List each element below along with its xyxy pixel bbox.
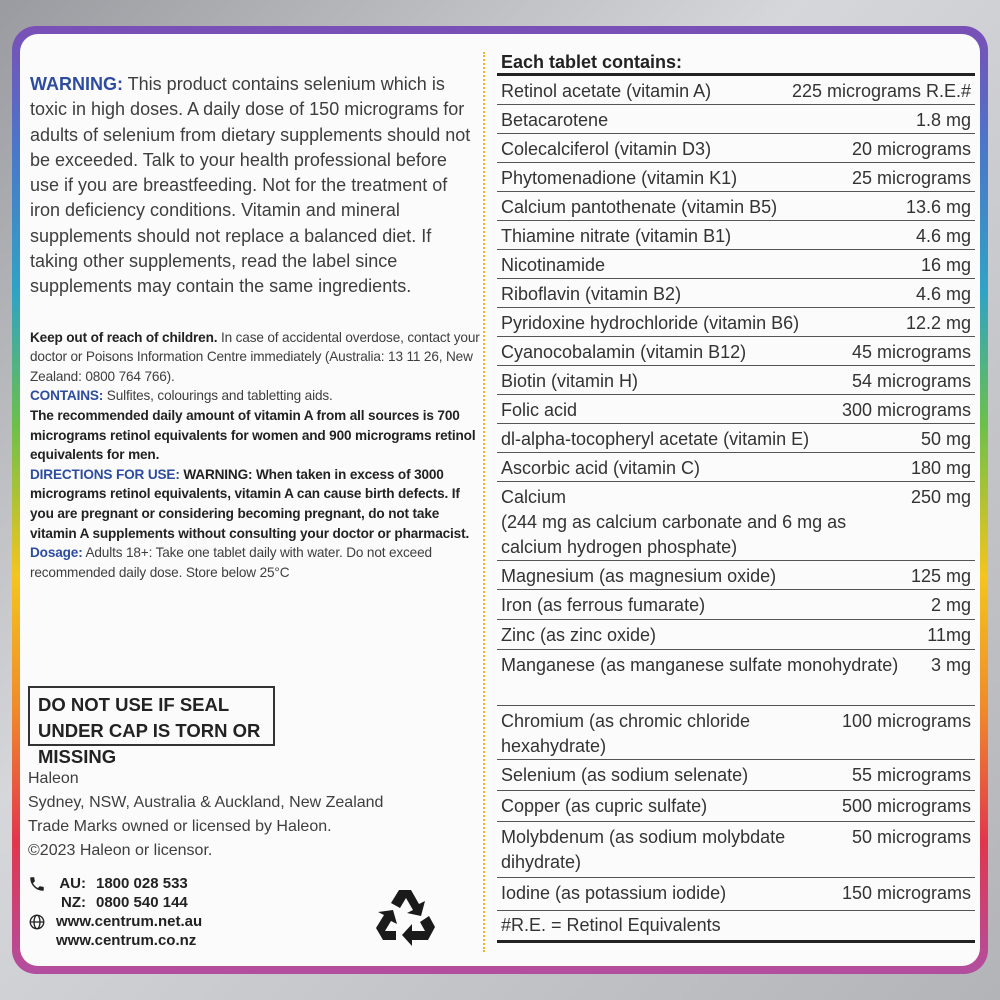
ingredient-amount: 225 micrograms R.E.# bbox=[791, 81, 971, 101]
ingredient-amount: 55 micrograms bbox=[851, 765, 971, 785]
dosage-label: Dosage: bbox=[30, 545, 83, 561]
contact-web-au-row bbox=[28, 912, 328, 931]
ingredient-name: Riboflavin (vitamin B2) bbox=[501, 284, 682, 304]
warning-paragraph bbox=[30, 72, 480, 300]
table-row bbox=[497, 791, 975, 822]
table-row bbox=[497, 760, 975, 791]
table-row bbox=[497, 279, 975, 308]
left-column bbox=[30, 72, 480, 582]
ingredient-amount: 4.6 mg bbox=[915, 226, 971, 246]
company-name: Haleon bbox=[28, 770, 79, 787]
contains-text: Sulfites, colourings and tabletting aids. bbox=[103, 388, 333, 404]
ingredient-amount: 500 micrograms bbox=[841, 796, 971, 816]
table-row bbox=[497, 337, 975, 366]
web-nz-link[interactable]: www.centrum.co.nz bbox=[56, 932, 197, 949]
column-divider bbox=[483, 52, 485, 952]
contact-info bbox=[28, 874, 328, 950]
globe-icon bbox=[28, 913, 56, 931]
contains-paragraph bbox=[30, 386, 480, 406]
ingredient-name: Thiamine nitrate (vitamin B1) bbox=[501, 226, 732, 246]
ingredient-name: dl-alpha-tocopheryl acetate (vitamin E) bbox=[501, 429, 810, 449]
ingredient-amount: 25 micrograms bbox=[851, 168, 971, 188]
ingredient-name: Molybdenum (as sodium molybdate dihydrate) bbox=[501, 827, 786, 872]
ingredient-amount: 250 mg bbox=[910, 487, 971, 507]
ingredient-amount: 150 micrograms bbox=[841, 883, 971, 903]
table-row bbox=[497, 163, 975, 192]
warning-text: This product contains selenium which is toxic in high doses. A daily dose of 150 micrograms for adults of selenium from dietary supplements should not be exceeded. Talk to your health professional before use if you are breastfeeding. Not for the treatment of iron deficiency conditions. Vitamin and mineral supplements should not replace a balanced diet. If taking other supplements, read the label since supplements may contain the same ingredients. bbox=[30, 74, 471, 297]
recommended-paragraph: The recommended daily amount of vitamin A from all sources is 700 micrograms retinol equivalents for women and 900 micrograms retinol equivalents for men. bbox=[30, 408, 476, 463]
keep-out-label: Keep out of reach of children. bbox=[30, 329, 218, 345]
calcium-note: (244 mg as calcium carbonate and 6 mg as calcium hydrogen phosphate) bbox=[501, 512, 847, 557]
table-body bbox=[497, 76, 975, 911]
ingredient-amount: 3 mg bbox=[930, 655, 971, 675]
warning-label: WARNING: bbox=[30, 74, 123, 94]
ingredient-amount: 20 micrograms bbox=[851, 139, 971, 159]
keep-out-paragraph bbox=[30, 328, 480, 387]
ingredient-amount: 100 micrograms bbox=[841, 711, 971, 731]
ingredient-name: Biotin (vitamin H) bbox=[501, 371, 639, 391]
table-row bbox=[497, 366, 975, 395]
ingredient-amount: 4.6 mg bbox=[915, 284, 971, 304]
directions-text: When taken in excess of 3000 micrograms retinol equivalents, vitamin A can cause birth defects. If you are pregnant or considering becoming pregnant, do not take vitamin A supplements without consulting your doctor or pharmacist. bbox=[30, 466, 470, 541]
table-row bbox=[497, 706, 975, 760]
table-row bbox=[497, 221, 975, 250]
contact-au-row bbox=[28, 874, 328, 893]
table-row bbox=[497, 308, 975, 337]
ingredient-name: Selenium (as sodium selenate) bbox=[501, 765, 749, 785]
contains-label: CONTAINS: bbox=[30, 388, 104, 404]
ingredient-name: Calcium pantothenate (vitamin B5) bbox=[501, 197, 778, 217]
ingredient-amount: 16 mg bbox=[920, 255, 971, 275]
ingredient-amount: 125 mg bbox=[910, 566, 971, 586]
ingredient-name: Ascorbic acid (vitamin C) bbox=[501, 458, 701, 478]
table-row bbox=[497, 424, 975, 453]
ingredient-name: Copper (as cupric sulfate) bbox=[501, 796, 708, 816]
table-row bbox=[497, 822, 975, 878]
ingredient-name: Manganese (as manganese sulfate monohydrate) bbox=[501, 655, 899, 675]
table-row bbox=[497, 395, 975, 424]
ingredient-name: Iron (as ferrous fumarate) bbox=[501, 595, 706, 615]
directions-warning-label: WARNING: bbox=[179, 466, 253, 482]
table-row bbox=[497, 620, 975, 650]
seal-notice-box: DO NOT USE IF SEAL UNDER CAP IS TORN OR MISSING bbox=[28, 686, 275, 746]
ingredient-name: Chromium (as chromic chloride hexahydrate) bbox=[501, 711, 751, 756]
table-row bbox=[497, 76, 975, 105]
company-address: Sydney, NSW, Australia & Auckland, New Zealand bbox=[28, 794, 384, 811]
table-row bbox=[497, 453, 975, 482]
dosage-text: Adults 18+: Take one tablet daily with water. Do not exceed recommended daily dose. Store below 25°C bbox=[30, 545, 432, 580]
keep-out-text: In case of accidental overdose, contact your doctor or Poisons Information Centre immediately (Australia: 13 11 26, New Zealand: 0800 764 766). bbox=[30, 329, 480, 384]
table-row bbox=[497, 590, 975, 620]
table-row bbox=[497, 650, 975, 706]
ingredient-name: Betacarotene bbox=[501, 110, 609, 130]
table-footnote: #R.E. = Retinol Equivalents bbox=[497, 911, 975, 943]
ingredient-name: Calcium bbox=[501, 487, 567, 507]
ingredient-name: Phytomenadione (vitamin K1) bbox=[501, 168, 738, 188]
ingredient-name: Magnesium (as magnesium oxide) bbox=[501, 566, 777, 586]
nz-label: NZ: bbox=[61, 894, 86, 911]
table-row bbox=[497, 482, 975, 561]
ingredient-amount: 13.6 mg bbox=[905, 197, 971, 217]
ingredient-name: Zinc (as zinc oxide) bbox=[501, 625, 657, 645]
contact-nz-row bbox=[28, 893, 328, 912]
ingredient-amount: 12.2 mg bbox=[905, 313, 971, 333]
ingredient-amount: 45 micrograms bbox=[851, 342, 971, 362]
ingredient-name: Pyridoxine hydrochloride (vitamin B6) bbox=[501, 313, 800, 333]
label-panel bbox=[20, 34, 980, 966]
ingredient-amount: 300 micrograms bbox=[841, 400, 971, 420]
directions-label: DIRECTIONS FOR USE: bbox=[30, 466, 180, 482]
recycle-icon bbox=[372, 886, 438, 946]
ingredient-name: Nicotinamide bbox=[501, 255, 606, 275]
au-label: AU: bbox=[59, 875, 86, 892]
table-title: Each tablet contains: bbox=[497, 52, 975, 76]
ingredient-amount: 50 micrograms bbox=[851, 827, 971, 847]
ingredient-amount: 50 mg bbox=[920, 429, 971, 449]
table-row bbox=[497, 878, 975, 911]
company-copyright: ©2023 Haleon or licensor. bbox=[28, 842, 213, 859]
au-phone[interactable]: 1800 028 533 bbox=[96, 875, 188, 892]
table-row bbox=[497, 192, 975, 221]
company-trademark: Trade Marks owned or licensed by Haleon. bbox=[28, 818, 332, 835]
ingredient-name: Folic acid bbox=[501, 400, 578, 420]
ingredient-name: Colecalciferol (vitamin D3) bbox=[501, 139, 712, 159]
ingredient-name: Iodine (as potassium iodide) bbox=[501, 883, 727, 903]
table-row bbox=[497, 105, 975, 134]
ingredient-name: Cyanocobalamin (vitamin B12) bbox=[501, 342, 747, 362]
ingredient-amount: 11mg bbox=[927, 625, 971, 645]
web-au-link[interactable]: www.centrum.net.au bbox=[56, 913, 203, 930]
table-row bbox=[497, 134, 975, 163]
ingredient-amount: 1.8 mg bbox=[915, 110, 971, 130]
contact-web-nz-row bbox=[28, 931, 328, 950]
table-row bbox=[497, 250, 975, 279]
ingredients-table bbox=[497, 52, 975, 943]
phone-icon bbox=[28, 875, 56, 893]
ingredient-amount: 54 micrograms bbox=[851, 371, 971, 391]
ingredient-amount: 180 mg bbox=[910, 458, 971, 478]
ingredient-amount: 2 mg bbox=[930, 595, 971, 615]
nz-phone[interactable]: 0800 540 144 bbox=[96, 894, 188, 911]
dosage-paragraph bbox=[30, 543, 480, 582]
directions-paragraph bbox=[30, 465, 480, 543]
ingredient-name: Retinol acetate (vitamin A) bbox=[501, 81, 712, 101]
table-row bbox=[497, 561, 975, 590]
company-info bbox=[28, 767, 468, 863]
